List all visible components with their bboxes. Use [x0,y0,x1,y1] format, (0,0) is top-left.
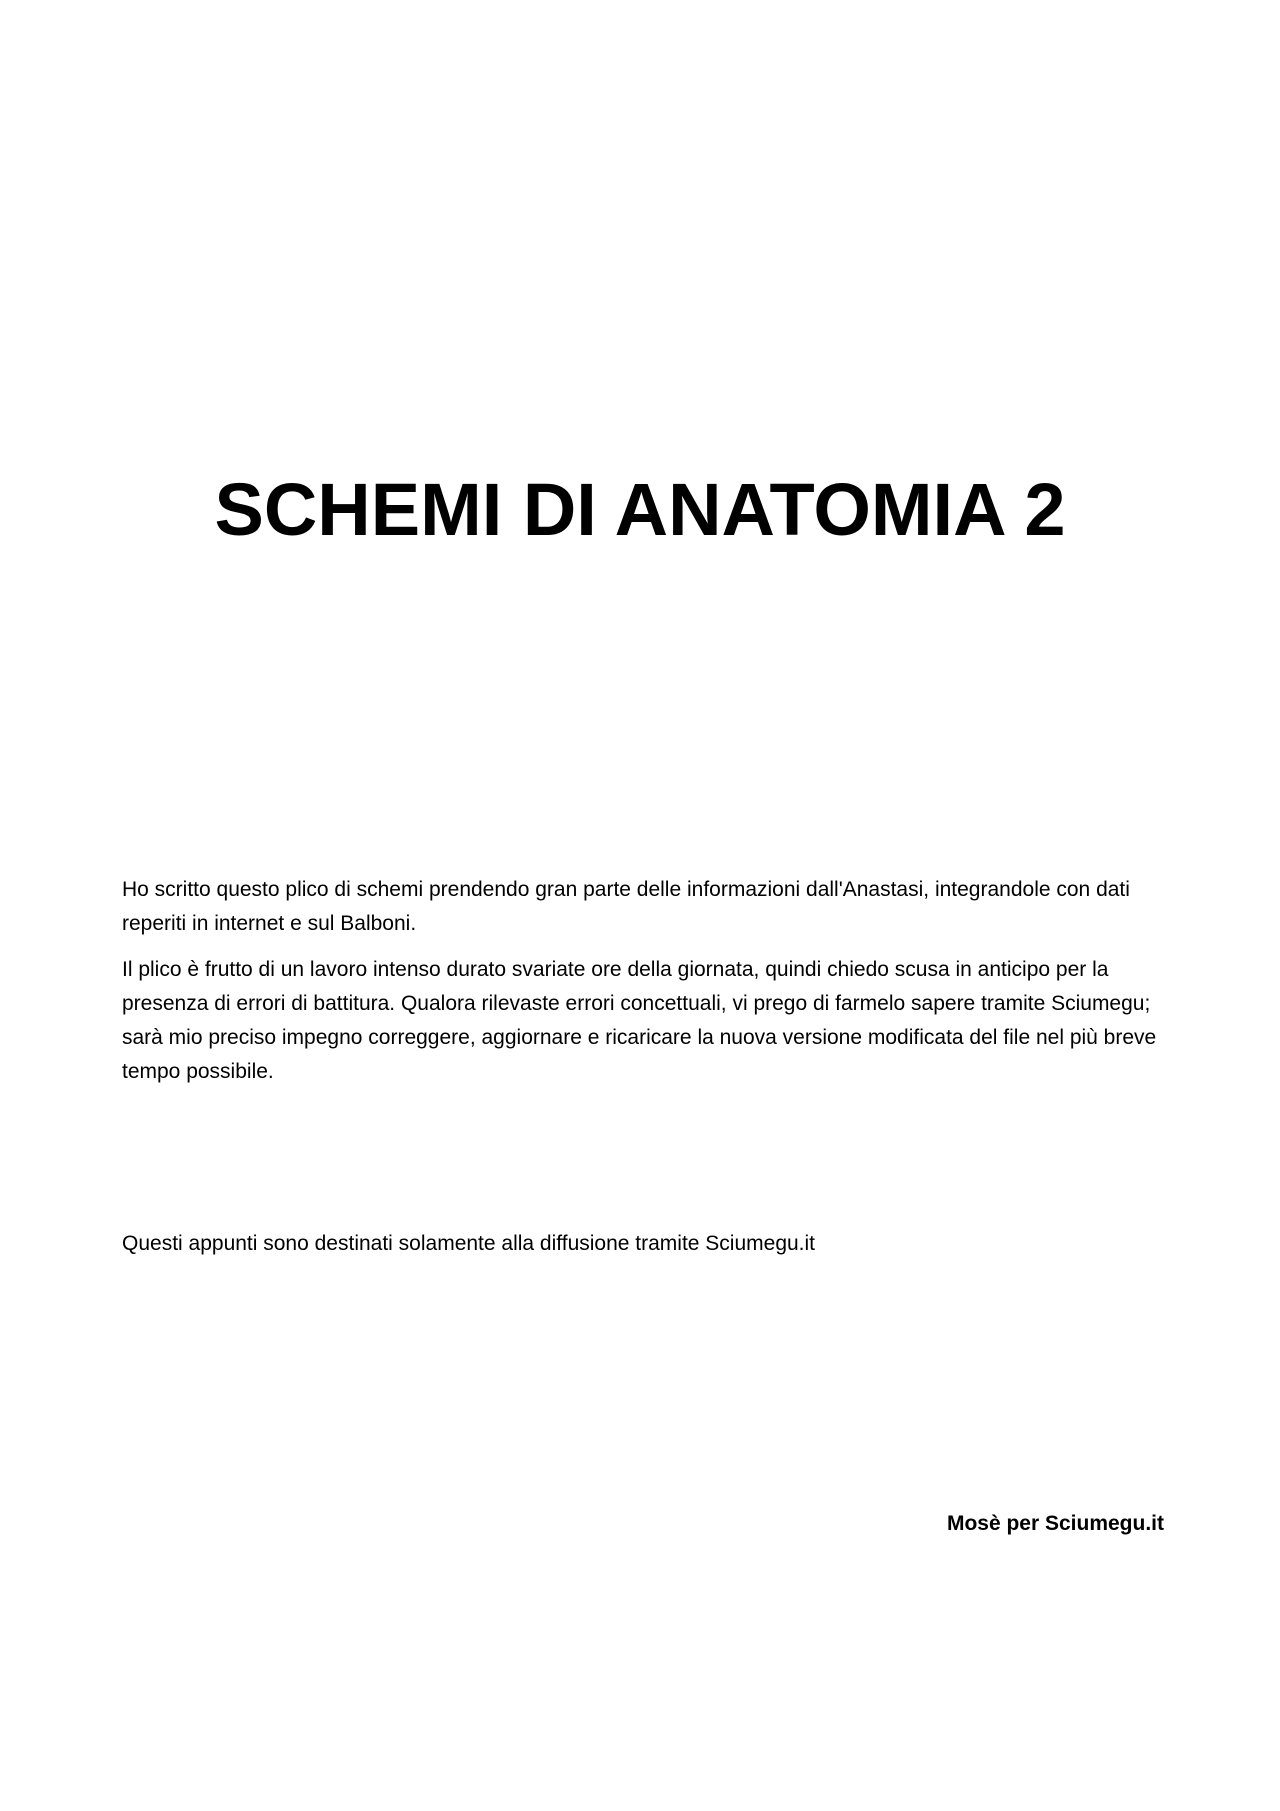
document-title: SCHEMI DI ANATOMIA 2 [214,468,1066,551]
distribution-notice: Questi appunti sono destinati solamente alla diffusione tramite Sciumegu.it [122,1232,816,1255]
intro-paragraph-errata: Il plico è frutto di un lavoro intenso durato svariate ore della giornata, quindi chiedo scusa in anticipo per la presenza di errori di battitura. Qualora rilevaste errori concettuali, vi prego di farmelo sapere tramite Sciumegu; sarà mio preciso impegno correggere, aggiornare e ricaricare la nuova versione modificata del file nel più breve tempo possibile. [122,958,1157,1083]
intro-section [122,873,1172,1101]
intro-paragraph-sources: Ho scritto questo plico di schemi prendendo gran parte delle informazioni dall'Anastasi, integrandole con dati reperiti in internet e sul Balboni. [122,878,1130,935]
author-signature: Mosè per Sciumegu.it [946,1512,1164,1535]
